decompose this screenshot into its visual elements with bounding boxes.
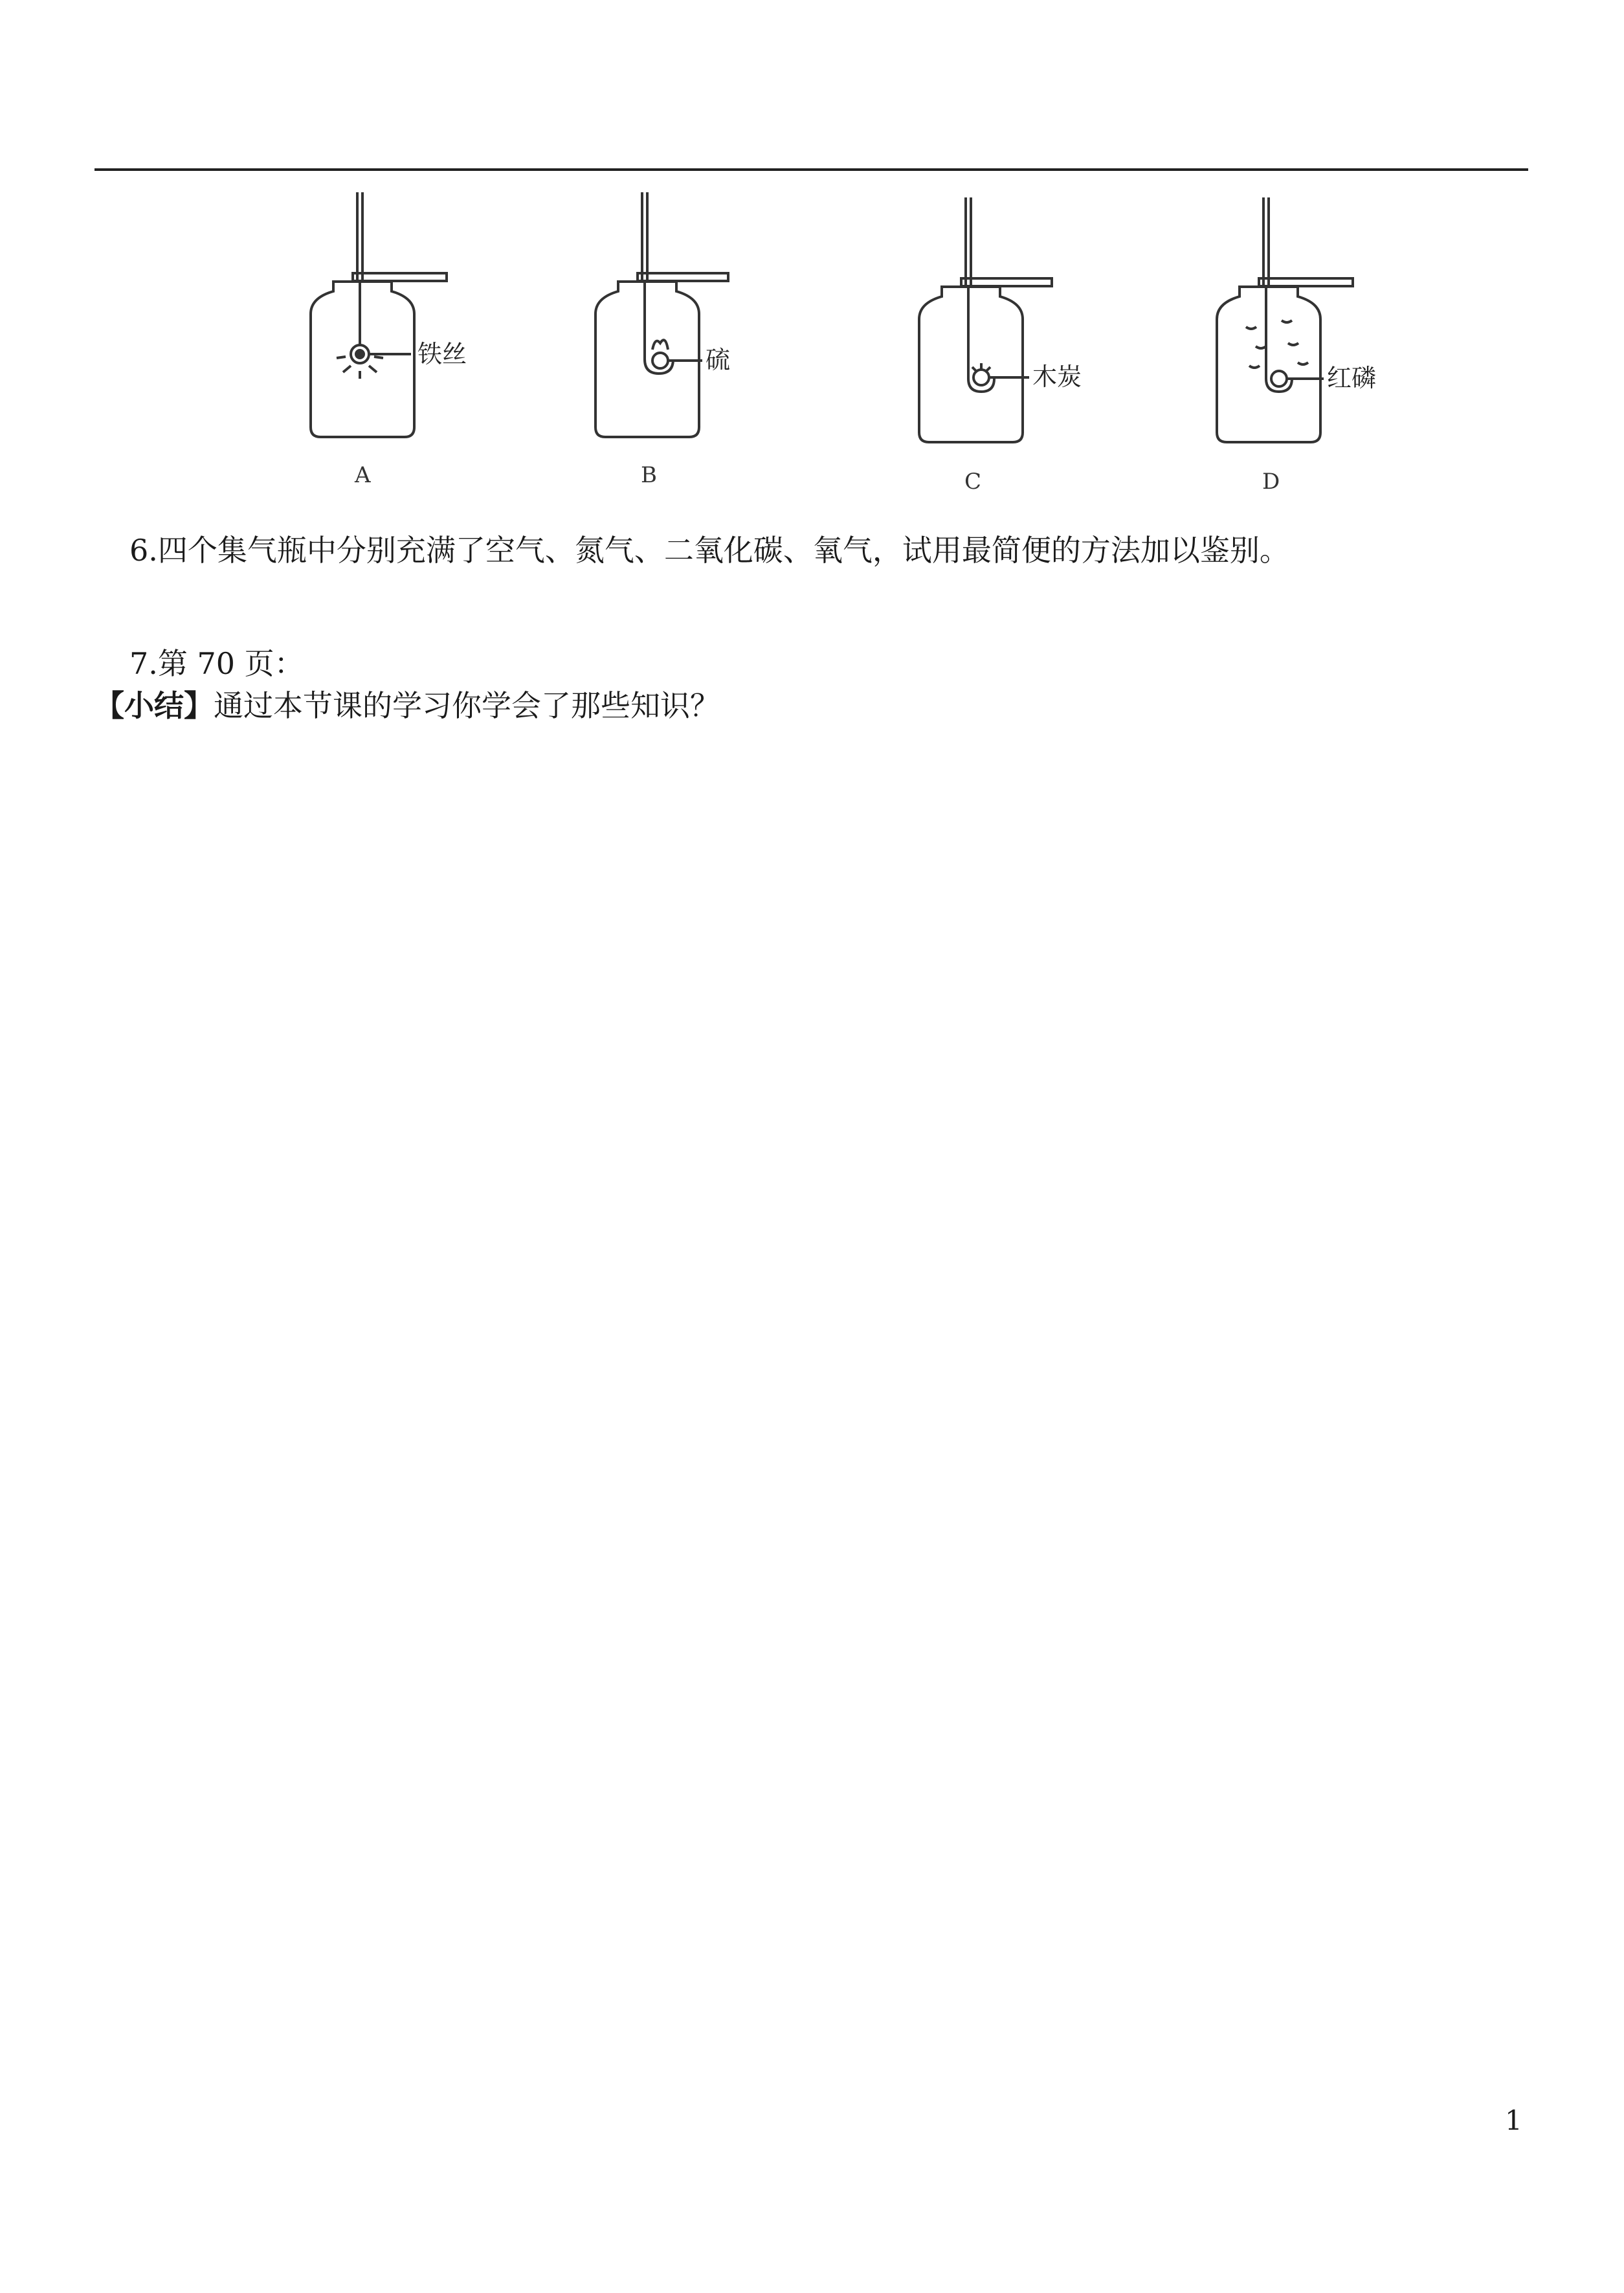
bottle-b-label: B	[641, 462, 657, 488]
summary-tag: 【小结】	[95, 688, 214, 723]
bottle-d-label: D	[1262, 469, 1280, 495]
figure-svg	[272, 185, 1405, 508]
bottle-c-label: C	[964, 469, 982, 495]
question-7: 7.第 70 页：	[129, 646, 304, 681]
bottle-a-substance: 铁丝	[417, 340, 467, 368]
bottle-c-substance: 木炭	[1032, 363, 1082, 391]
bottle-a	[311, 192, 447, 437]
summary-text: 通过本节课的学习你学会了那些知识？	[214, 688, 720, 723]
summary-line	[95, 686, 720, 725]
bottle-b	[595, 192, 731, 437]
header-rule	[95, 168, 1528, 171]
bottle-d-substance: 红磷	[1327, 364, 1377, 392]
bottle-b-substance: 硫	[706, 346, 731, 374]
page-number: 1	[1505, 2105, 1522, 2136]
bottle-a-label: A	[355, 462, 371, 488]
bottle-d	[1217, 197, 1353, 442]
combustion-bottles-figure	[272, 185, 1405, 508]
question-6: 6.四个集气瓶中分别充满了空气、氮气、二氧化碳、氧气，试用最简便的方法加以鉴别。	[129, 533, 1289, 568]
bottle-c	[919, 197, 1052, 442]
